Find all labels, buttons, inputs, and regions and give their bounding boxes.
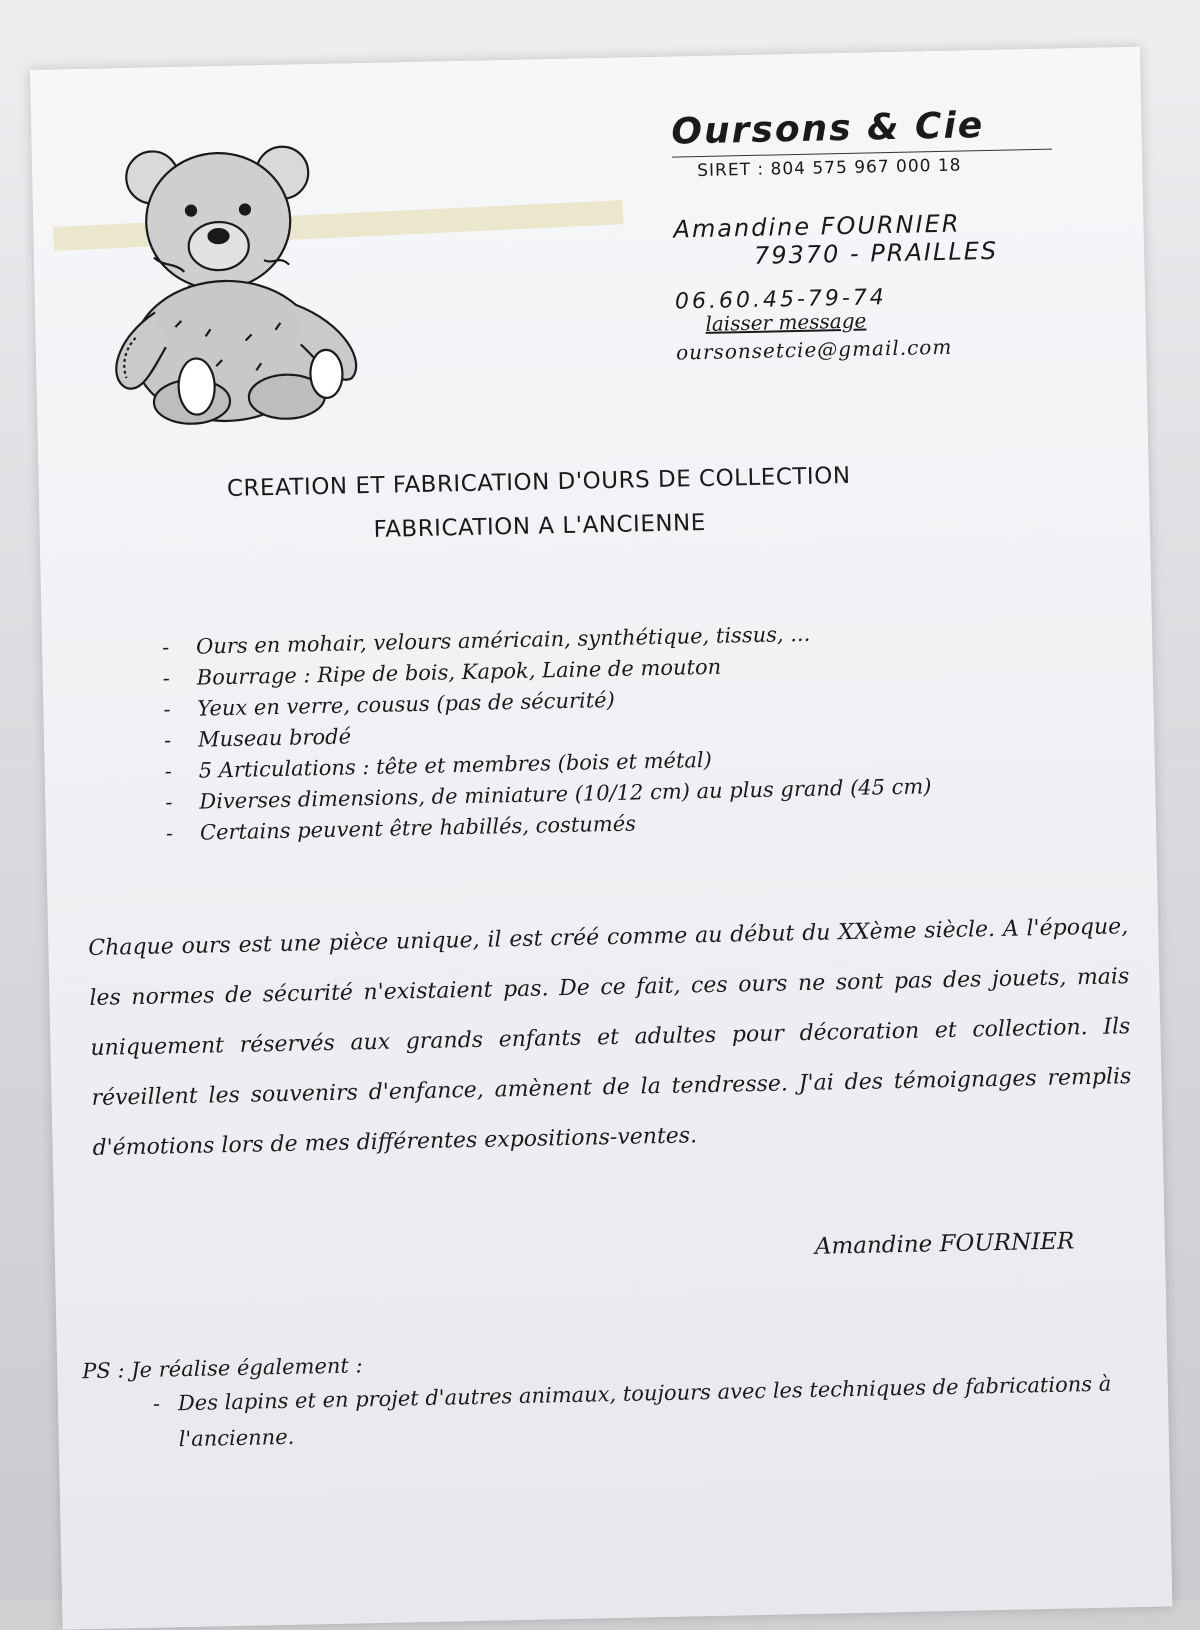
owner-name: Amandine FOURNIER bbox=[673, 209, 961, 244]
ps-list bbox=[153, 1365, 1144, 1458]
list-item: - 5 Articulations : tête et membres (bois et métal) bbox=[164, 737, 1084, 787]
ps-label: PS : Je réalise également : bbox=[82, 1353, 363, 1384]
teddy-bear-illustration bbox=[91, 133, 387, 429]
phone-number: 06.60.45-79-74 bbox=[674, 285, 888, 315]
list-item: - Diverses dimensions, de miniature (10/12 cm) au plus grand (45 cm) bbox=[165, 768, 1085, 818]
phone-note: laisser message bbox=[705, 308, 867, 336]
list-item: - Bourrage : Ripe de bois, Kapok, Laine de mouton bbox=[162, 644, 1082, 694]
flyer-titles bbox=[169, 462, 910, 547]
list-item: - Des lapins et en projet d'autres animaux, toujours avec les techniques de fabrications à l'ancienne. bbox=[153, 1365, 1144, 1458]
letterhead bbox=[671, 104, 1056, 365]
signature: Amandine FOURNIER bbox=[814, 1228, 1075, 1260]
siret-number: SIRET : 804 575 967 000 18 bbox=[697, 155, 962, 182]
city: 79370 - PRAILLES bbox=[753, 236, 999, 270]
list-item: - Ours en mohair, velours américain, synthétique, tissus, ... bbox=[162, 613, 1082, 663]
postscript bbox=[82, 1337, 1144, 1459]
flyer-sheet bbox=[30, 47, 1172, 1630]
brand-name: Oursons & Cie bbox=[671, 104, 1052, 158]
list-item: - Certains peuvent être habillés, costumés bbox=[166, 799, 1086, 849]
features-list bbox=[162, 613, 1086, 849]
title-line-1: CREATION ET FABRICATION D'OURS DE COLLECTION bbox=[226, 462, 851, 502]
list-item: - Yeux en verre, cousus (pas de sécurité) bbox=[163, 675, 1083, 725]
title-line-2: FABRICATION A L'ANCIENNE bbox=[373, 509, 707, 543]
description-paragraph: Chaque ours est une pièce unique, il est créé comme au début du XXème siècle. A l'époque, les normes de sécurité n'existaient pas. De ce fait, ces ours ne sont pas des jouets, mais uniquement réservés aux grands enfants et adultes pour décoration et collection. Ils réveillent les souvenirs d'enfance, amènent de la tendresse. J'ai des témoignages remplis d'émotions lors de mes différentes expositions-ventes. bbox=[88, 914, 1132, 1161]
email-address: oursonsetcie@gmail.com bbox=[675, 334, 953, 365]
list-item: - Museau brodé bbox=[164, 706, 1084, 756]
